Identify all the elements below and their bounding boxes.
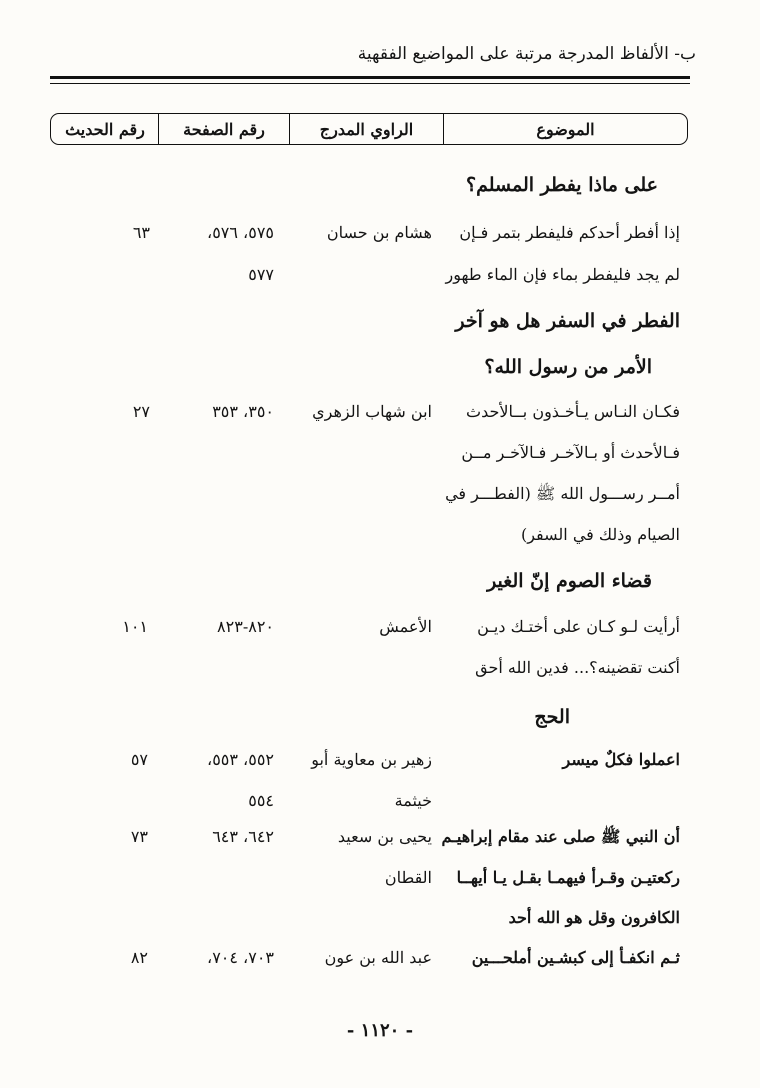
topic-text: أمــر رســـول الله ﷺ (الفطـــر في xyxy=(445,484,680,503)
topic-text: فـالأحدث أو بـالآخـر فـالآخـر مــن xyxy=(461,443,680,462)
topic-text: اعملوا فكلٌ ميسر xyxy=(562,750,680,769)
section-heading: على ماذا يفطر المسلم؟ xyxy=(465,174,658,196)
topic-text: أرأيت لـو كـان على أختـك ديـن xyxy=(477,617,680,636)
topic-text: الكافرون وقل هو الله أحد xyxy=(508,908,680,927)
page-numbers: ٣٥٠، ٣٥٣ xyxy=(212,402,274,421)
header-rule-thin xyxy=(50,83,690,84)
hadith-number: ١٠١ xyxy=(122,617,148,636)
running-head: ب- الألفاظ المدرجة مرتبة على المواضيع الفقهية xyxy=(357,44,696,64)
page-numbers: ٥٧٥، ٥٧٦، xyxy=(207,223,274,242)
hadith-number: ٦٣ xyxy=(132,223,150,242)
narrator-text: خيثمة xyxy=(394,791,432,810)
topic-text: ثـم انكفـأ إلى كبشـين أملحـــين xyxy=(471,948,680,967)
col-hadith: رقم الحديث xyxy=(65,119,145,139)
narrator-text: هشام بن حسان xyxy=(326,223,432,242)
page-numbers: ٥٥٢، ٥٥٣، xyxy=(207,750,274,769)
page-numbers: ٧٠٣، ٧٠٤، xyxy=(207,948,274,967)
section-heading: الحج xyxy=(534,706,570,728)
section-heading: الفطر في السفر هل هو آخر xyxy=(455,310,680,332)
narrator-text: القطان xyxy=(384,868,432,887)
narrator-text: يحيى بن سعيد xyxy=(337,827,432,846)
topic-text: الصيام وذلك في السفر) xyxy=(520,525,680,544)
topic-text: لم يجد فليفطر بماء فإن الماء طهور xyxy=(445,265,680,284)
topic-text: فكـان النـاس يـأخـذون بــالأحدث xyxy=(466,402,680,421)
topic-text: أكنت تقضينه؟... فدين الله أحق xyxy=(475,658,680,677)
narrator-text: الأعمش xyxy=(379,617,432,636)
col-page: رقم الصفحة xyxy=(158,114,289,144)
col-topic: الموضوع xyxy=(443,114,687,144)
page-numbers: ٥٥٤ xyxy=(248,791,274,810)
page-numbers: ٨٢٠-٨٢٣ xyxy=(217,617,274,636)
topic-text: إذا أفطر أحدكم فليفطر بتمر فـإن xyxy=(459,223,680,242)
page-numbers: ٥٧٧ xyxy=(248,265,274,284)
hadith-number: ٧٣ xyxy=(130,827,148,846)
narrator-text: ابن شهاب الزهري xyxy=(312,402,432,421)
page-number: - ١١٢٠ - xyxy=(346,1020,414,1041)
header-rule-thick xyxy=(50,76,690,79)
section-heading: قضاء الصوم إنّ الغير xyxy=(487,570,652,592)
topic-text: ركعتيـن وقـرأ فيهمـا بقـل يـا أيهــا xyxy=(456,868,680,887)
section-heading: الأمر من رسول الله؟ xyxy=(484,356,652,378)
hadith-number: ٥٧ xyxy=(130,750,148,769)
page-numbers: ٦٤٢، ٦٤٣ xyxy=(212,827,274,846)
topic-text: أن النبي ﷺ صلى عند مقام إبراهيـم xyxy=(441,827,680,846)
narrator-text: زهير بن معاوية أبو xyxy=(311,750,432,769)
column-header-row xyxy=(50,113,688,145)
narrator-text: عبد الله بن عون xyxy=(324,948,432,967)
col-narrator: الراوي المدرج xyxy=(289,114,443,144)
hadith-number: ٢٧ xyxy=(132,402,150,421)
hadith-number: ٨٢ xyxy=(130,948,148,967)
